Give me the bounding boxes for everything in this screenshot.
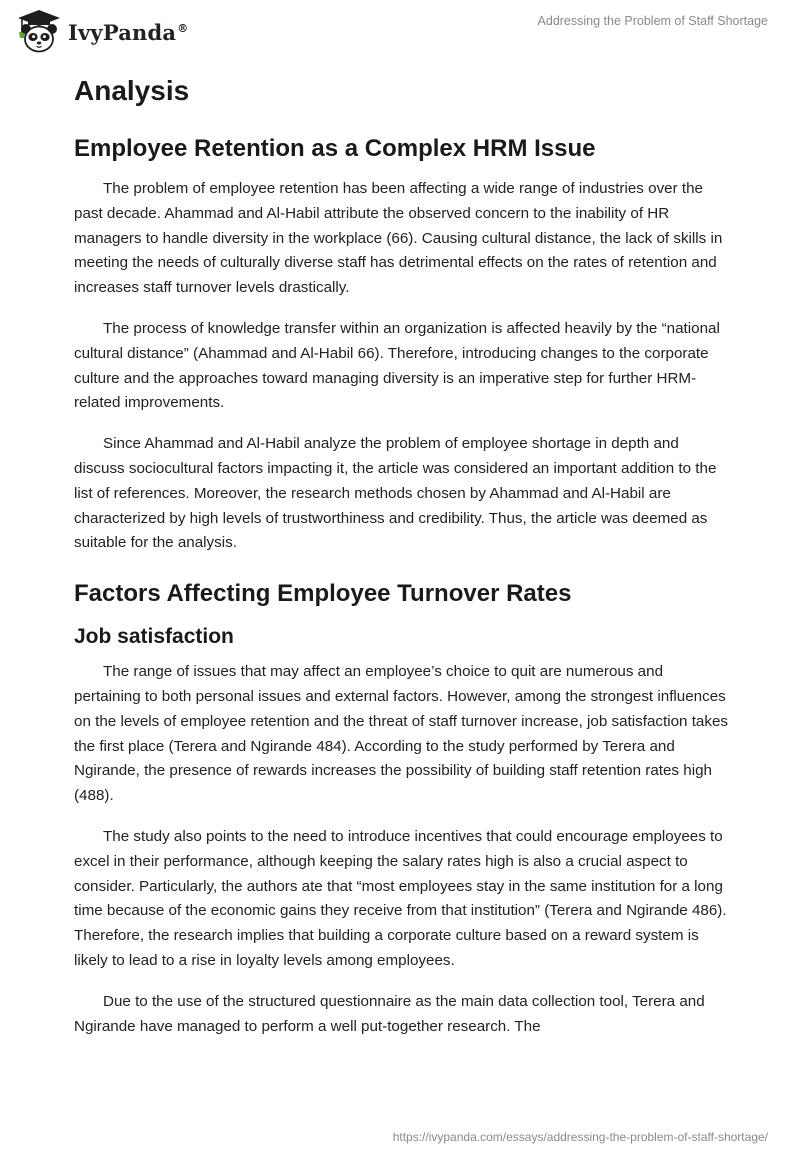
paragraph: The process of knowledge transfer within an organization is affected heavily by the “national cultural distance” (Ahammad and Al-Habil 66). Therefore, introducing changes to the corporate culture and the approaches toward managing diversity is an imperative step for further HRM-related improvements.: [74, 319, 720, 412]
article-body: [74, 72, 728, 1055]
paragraph: The study also points to the need to introduce incentives that could encourage employees to excel in their performance, although keeping the salary rates high is also a crucial aspect to consider. Particularly, the authors ate that “most employees stay in the same institution for a long time because of the economic gains they receive from that institution” (Terera and Ngirande 486). Therefore, the research implies that building a corporate culture based on a reward system is likely to lead to a rise in loyalty levels among employees.: [74, 827, 727, 969]
page-header: [0, 0, 800, 60]
paragraph: The range of issues that may affect an employee’s choice to quit are numerous and pertaining to both personal issues and external factors. However, among the strongest influences on the levels of employee retention and the threat of staff turnover increase, job satisfaction takes the first place (Terera and Ngirande 484). According to the study performed by Terera and Ngirande, the presence of rewards increases the possibility of building staff retention rates high (488).: [74, 663, 729, 805]
ivypanda-logo[interactable]: [14, 8, 188, 54]
registered-mark: ®: [177, 21, 189, 35]
source-url-link[interactable]: https://ivypanda.com/essays/addressing-the-problem-of-staff-shortage/: [392, 1130, 768, 1144]
paragraph: Due to the use of the structured questionnaire as the main data collection tool, Terera and Ngirande have managed to perform a well put-together research. The: [74, 992, 705, 1035]
brand-name: IvyPanda®: [68, 19, 189, 45]
paragraph: The problem of employee retention has been affecting a wide range of industries over the past decade. Ahammad and Al-Habil attribute the observed concern to the inability of HR managers to handle diversity in the workplace (66). Causing cultural distance, the lack of skills in meeting the needs of culturally diverse staff has detrimental effects on the rates of retention and increases staff turnover levels drastically.: [74, 180, 723, 297]
page-title: Analysis: [74, 75, 190, 106]
panda-graduate-icon: [14, 8, 64, 54]
document-title: Addressing the Problem of Staff Shortage: [537, 14, 768, 28]
paragraph: Since Ahammad and Al-Habil analyze the problem of employee shortage in depth and discuss sociocultural factors impacting it, the article was considered an important addition to the list of references. Moreover, the research methods chosen by Ahammad and Al-Habil are characterized by high levels of trustworthiness and credibility. Thus, the article was deemed as suitable for the analysis.: [74, 435, 717, 552]
subsection-heading-job-satisfaction: Job satisfaction: [74, 625, 234, 649]
section-heading-turnover-factors: Factors Affecting Employee Turnover Rates: [74, 580, 572, 608]
section-heading-employee-retention: Employee Retention as a Complex HRM Issue: [74, 135, 596, 162]
